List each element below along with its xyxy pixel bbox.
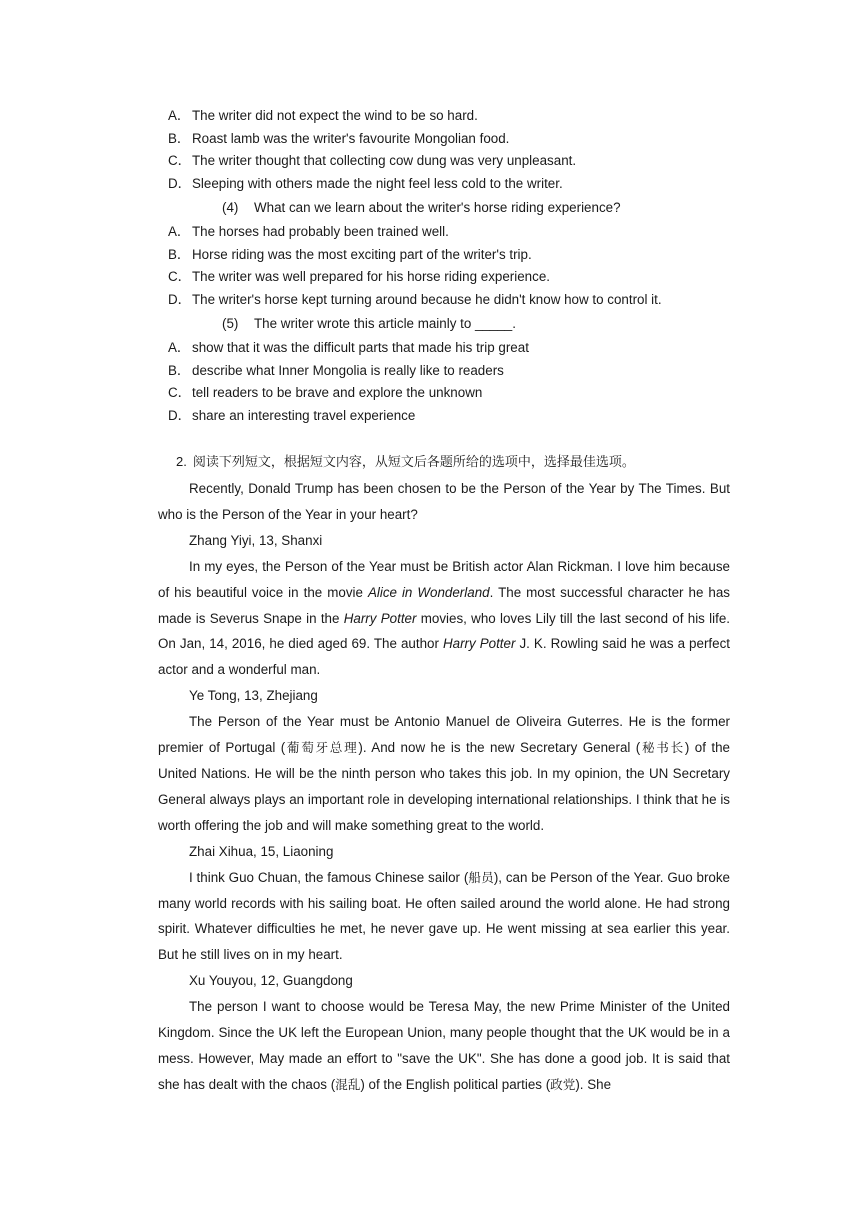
q3-option-d[interactable]: D．Sleeping with others made the night feel less cold to the writer. <box>168 176 563 191</box>
article-intro: Recently, Donald Trump has been chosen to be the Person of the Year by The Times. But who is the Person of the Year in your heart? <box>158 481 730 522</box>
reading-article <box>158 476 730 1098</box>
q4-option-c[interactable]: C．The writer was well prepared for his horse riding experience. <box>168 269 550 284</box>
article-paragraph-3: I think Guo Chuan, the famous Chinese sailor (船员), can be Person of the Year. Guo broke many world records with his sailing boat. He often sailed around the world alone. He had strong spirit. Whatever difficulties he met, he never gave up. He went missing at sea earlier this year. But he still lives on in my heart. <box>158 869 731 963</box>
author-signature-4: Xu Youyou, 12, Guangdong <box>189 973 353 989</box>
article-paragraph-2: The Person of the Year must be Antonio Manuel de Oliveira Guterres. He is the former premier of Portugal (葡萄牙总理). And now he is the new Secretary General (秘书长) of the United Nations. He will be the ninth person who takes this job. In my opinion, the UN Secretary General always plays an important role in developing international relationships. I think that he is worth offering the job and will make something great to the world. <box>158 714 731 833</box>
q4-option-d[interactable]: D．The writer's horse kept turning around because he didn't know how to control it. <box>168 292 662 307</box>
q4-option-a[interactable]: A． The horses had probably been trained well. <box>168 224 449 239</box>
section-2-header: 2. 阅读下列短文，根据短文内容，从短文后各题所给的选项中，选择最佳选项。 <box>176 454 635 470</box>
q5-option-b[interactable]: B． describe what Inner Mongolia is really like to readers <box>168 363 504 378</box>
q5-option-a[interactable]: A． show that it was the difficult parts that made his trip great <box>168 340 529 355</box>
q3-option-b[interactable]: B． Roast lamb was the writer's favourite Mongolian food. <box>168 131 510 146</box>
author-signature-2: Ye Tong, 13, Zhejiang <box>189 688 318 704</box>
q4-option-b[interactable]: B． Horse riding was the most exciting part of the writer's trip. <box>168 247 532 262</box>
question-5: (5) The writer wrote this article mainly to _____. <box>222 316 516 331</box>
q5-option-d[interactable]: D．share an interesting travel experience <box>168 408 416 423</box>
question-4: (4) What can we learn about the writer's horse riding experience? <box>222 200 621 215</box>
author-signature-3: Zhai Xihua, 15, Liaoning <box>189 843 334 859</box>
author-signature-1: Zhang Yiyi, 13, Shanxi <box>189 532 323 548</box>
q3-option-c[interactable]: C．The writer thought that collecting cow dung was very unpleasant. <box>168 153 577 168</box>
q5-option-c[interactable]: C．tell readers to be brave and explore the unknown <box>168 385 483 400</box>
q3-option-a[interactable]: A． The writer did not expect the wind to be so hard. <box>168 108 478 123</box>
article-paragraph-4: The person I want to choose would be Teresa May, the new Prime Minister of the United Kingdom. Since the UK left the European Union, many people thought that the UK would be in a mess. However, May made an effort to "save the UK". She has done a good job. It is said that she has dealt with the chaos (混乱) of the English political parties (政党). She <box>158 999 730 1092</box>
article-paragraph-1: In my eyes, the Person of the Year must be British actor Alan Rickman. I love him because of his beautiful voice in the movie Alice in Wonderland. The most successful character he has made is Severus Snape in the Harry Potter movies, who loves Lily till the last second of his life. On Jan, 14, 2016, he died aged 69. The author Harry Potter J. K. Rowling said he was a perfect actor and a wonderful man. <box>158 558 730 678</box>
